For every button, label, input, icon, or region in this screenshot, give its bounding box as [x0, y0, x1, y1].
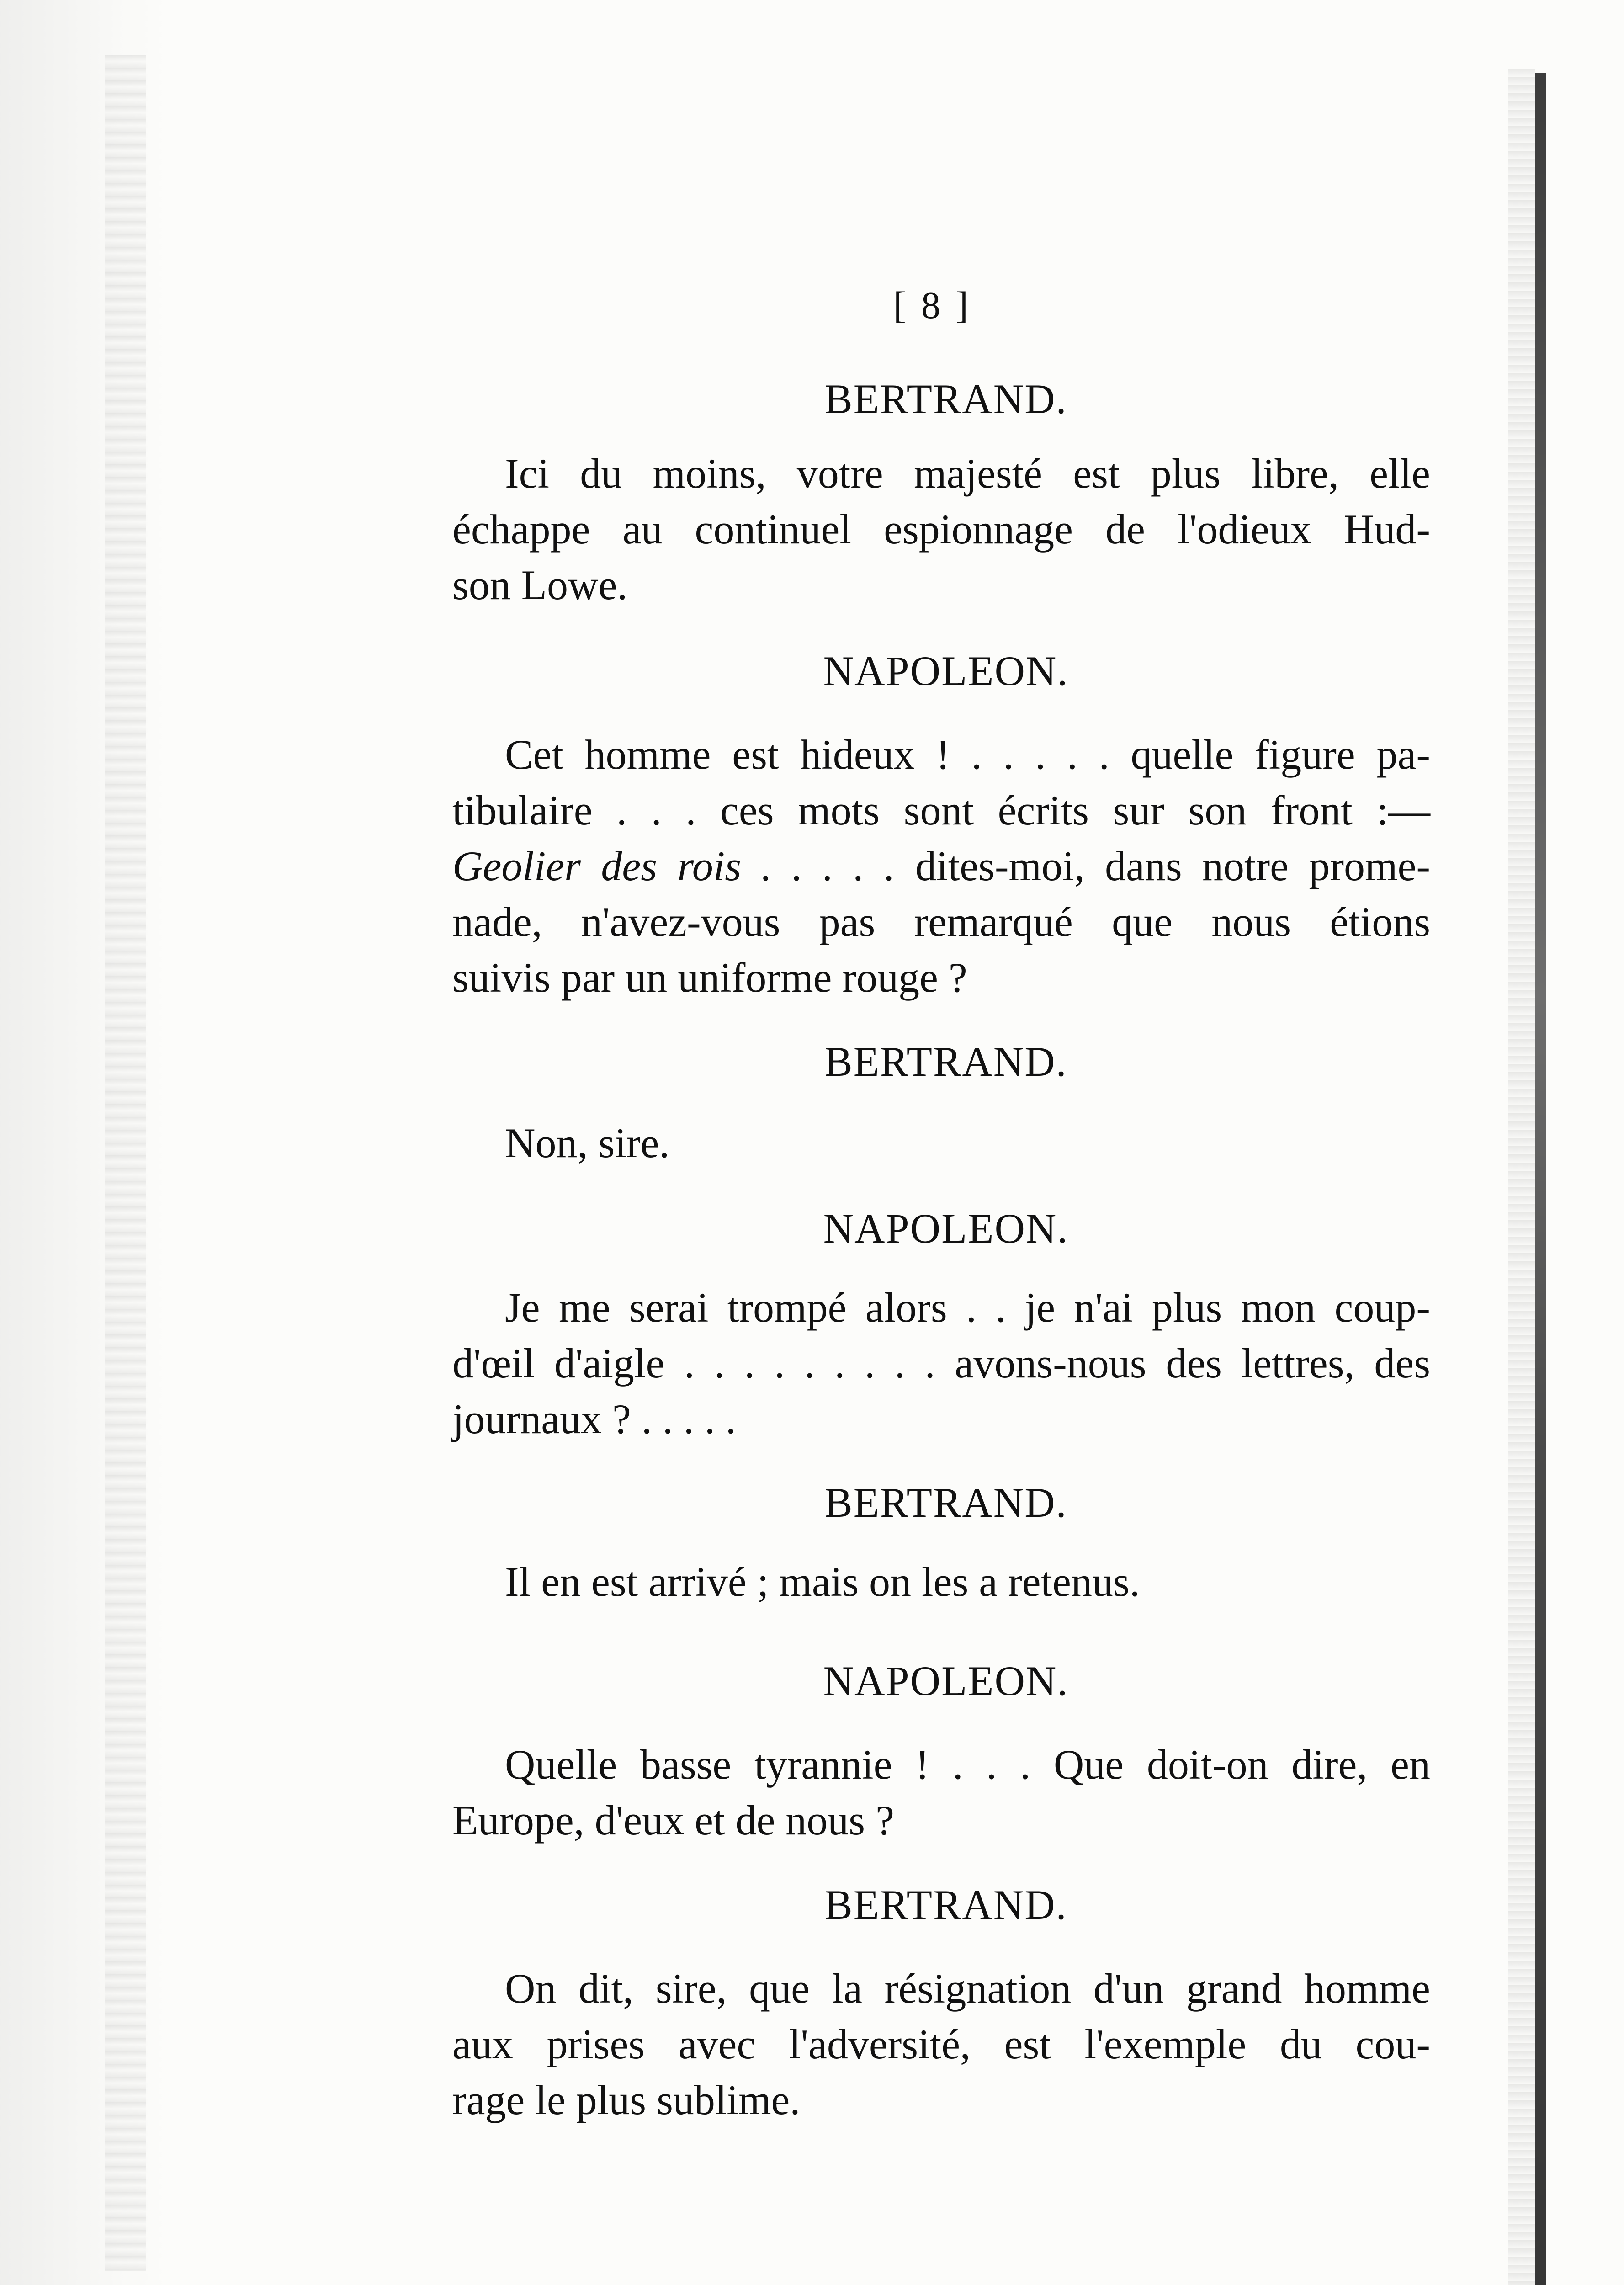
text-line: suivis par un uniforme rouge ?: [452, 954, 967, 1001]
dialogue-paragraph: [452, 1737, 1430, 1848]
text-line: Quelle basse tyrannie ! . . . Que doit-on dire, en: [505, 1741, 1430, 1788]
text-line: nade, n'avez-vous pas remarqué que nous étions: [452, 898, 1430, 945]
text-line-with-italic: [452, 838, 1430, 894]
dialogue-paragraph: [452, 727, 1430, 1005]
text-line: son Lowe.: [452, 562, 628, 608]
text-line: aux prises avec l'adversité, est l'exemple du cou-: [452, 2021, 1430, 2067]
speaker-name: BERTRAND.: [824, 1038, 1067, 1085]
speaker-name: BERTRAND.: [824, 1881, 1067, 1928]
dialogue-paragraph: [452, 1961, 1430, 2128]
text-fragment: dites-moi, dans notre prome-: [915, 843, 1431, 889]
text-line: Il en est arrivé ; mais on les a retenus.: [505, 1558, 1140, 1605]
text-line: Europe, d'eux et de nous ?: [452, 1797, 894, 1844]
text-line: Ici du moins, votre majesté est plus libre, elle: [505, 450, 1430, 497]
text-line: tibulaire . . . ces mots sont écrits sur son front :—: [452, 787, 1430, 834]
text-line: échappe au continuel espionnage de l'odieux Hud-: [452, 506, 1430, 553]
speaker-name: NAPOLEON.: [823, 1658, 1069, 1704]
italic-phrase: Geolier des rois . . . . .: [452, 843, 895, 889]
scan-gutter-shadow: [0, 0, 174, 2285]
text-line: On dit, sire, que la résignation d'un grand homme: [505, 1965, 1430, 2012]
dialogue-paragraph: [452, 446, 1430, 613]
text-line: Non, sire.: [505, 1120, 670, 1166]
text-line: journaux ? . . . . .: [452, 1396, 736, 1442]
text-line: Je me serai trompé alors . . je n'ai plus mon coup-: [505, 1284, 1430, 1331]
dialogue-paragraph: [452, 1280, 1430, 1447]
dialogue-paragraph: [452, 1554, 1430, 1610]
speaker-name: BERTRAND.: [824, 376, 1067, 422]
speaker-name: NAPOLEON.: [823, 648, 1069, 694]
page-number: [ 8 ]: [893, 284, 971, 327]
speaker-name: BERTRAND.: [824, 1479, 1067, 1526]
text-line: d'œil d'aigle . . . . . . . . . avons-nous des lettres, des: [452, 1340, 1430, 1387]
text-line: Cet homme est hideux ! . . . . . quelle figure pa-: [505, 731, 1430, 778]
dialogue-paragraph: [452, 1115, 1430, 1171]
text-line: rage le plus sublime.: [452, 2077, 801, 2123]
speaker-name: NAPOLEON.: [823, 1205, 1069, 1252]
